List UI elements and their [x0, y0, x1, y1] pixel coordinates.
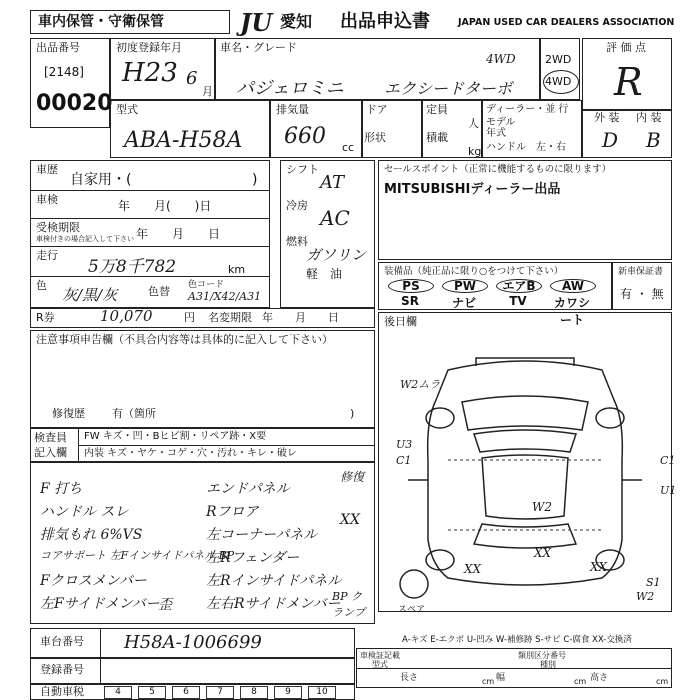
equipment-item: エアB	[496, 279, 542, 293]
drive-circle	[543, 70, 579, 94]
mileage-unit: km	[228, 263, 246, 276]
diag-u1: U1	[660, 484, 677, 497]
wheel-rl	[426, 550, 454, 570]
chassis-value: H58A-1006699	[124, 632, 262, 653]
displacement-label: 排気量	[276, 103, 309, 116]
receive-value: 年 月 日	[136, 227, 221, 241]
inspector-note: 左Rインサイドパネル	[206, 573, 342, 589]
car-grade: エクシードターボ	[384, 79, 513, 98]
load-label: 積載	[426, 131, 448, 144]
handle-value: 左・右	[536, 142, 566, 153]
history-value: 自家用・(	[70, 172, 132, 188]
equipment-label: 装備品（純正品に限り○をつけて下さい）	[384, 266, 564, 277]
sales-value: MITSUBISHIディーラー出品	[384, 182, 561, 197]
aftercare-label: 後日欄	[384, 315, 417, 328]
diag-c1-left: C1	[396, 454, 412, 467]
inspector-label-2: 記入欄	[34, 446, 67, 459]
kg-unit: kg	[468, 145, 482, 158]
interior-grade: B	[646, 128, 661, 152]
mileage-value: 5万8千782	[88, 257, 177, 277]
equipment-item: TV	[509, 294, 527, 308]
name-label: 車名・グレード	[220, 41, 297, 54]
exterior-grade: D	[602, 128, 619, 152]
inspector-note: コアサポート 左Fインサイドパネル BP	[40, 549, 235, 562]
capacity-label: 定員	[426, 103, 448, 116]
exterior-label: 外 装	[594, 111, 620, 124]
car-hood	[462, 396, 588, 430]
rating-value: R	[614, 60, 643, 104]
model-value: ABA-H58A	[124, 128, 243, 153]
tax-month-box: 5	[138, 686, 166, 699]
lot-label: 出品番号	[36, 41, 80, 54]
mileage-label: 走行	[36, 249, 58, 262]
first-reg-year: H23	[122, 58, 178, 88]
dealer-label: ディーラー・並 行	[486, 104, 569, 115]
aircon-label: 冷房	[286, 199, 308, 212]
mark-repair: 修復	[340, 470, 365, 484]
spare-tire	[400, 570, 428, 598]
inspector-note: Fクロスメンバー	[40, 573, 147, 589]
chassis-label: 車台番号	[40, 635, 84, 648]
car-body-outline	[428, 361, 623, 585]
diag-xx-right: XX	[590, 560, 608, 574]
shape-label: 形状	[364, 131, 386, 144]
color-change-label: 色替	[148, 285, 170, 298]
equipment-item: ナビ	[451, 296, 476, 310]
repair-label: 修復歴	[52, 407, 85, 420]
spare-label: スペア	[398, 605, 426, 615]
inspector-note: 左Rフェンダー	[206, 550, 300, 566]
model-label: 型式	[116, 103, 138, 116]
history-close: )	[252, 172, 258, 188]
mark-xx: XX	[340, 512, 360, 528]
fuel-alt: 軽 油	[306, 267, 343, 281]
lot-number: 00020	[36, 91, 113, 116]
diag-w2-right: W2	[636, 590, 655, 603]
tax-month-box: 7	[206, 686, 234, 699]
category-label: 類別区分番号	[518, 651, 566, 660]
diag-u3: U3	[396, 438, 413, 451]
diag-c1-right: C1	[660, 454, 676, 467]
inspector-note: エンドパネル	[206, 481, 290, 497]
name-change-value: 年 月 日	[262, 311, 339, 324]
receive-sub: 車検付きの場合記入して下さい	[36, 235, 134, 243]
logo-area: 愛知	[280, 12, 313, 31]
shift-label: シフト	[286, 163, 319, 176]
inspection-label: 車検	[36, 193, 58, 206]
repair-value: 有（箇所	[112, 407, 156, 420]
cc-unit: cc	[342, 141, 355, 154]
inspector-note: 左右Rサイドメンバー	[206, 596, 341, 612]
inspector-note: F 打ち	[40, 481, 83, 497]
door-label: ドア	[366, 103, 388, 116]
damage-legend: A-キズ E-エクボ U-凹み W-補修跡 S-サビ C-腐食 XX-交換済	[402, 635, 632, 645]
diag-w2-center: W2	[532, 500, 552, 514]
reg-label: 登録番号	[40, 663, 84, 676]
mark-hen: 歪	[158, 597, 172, 613]
interior-label: 内 装	[636, 111, 662, 124]
first-reg-label: 初度登録年月	[116, 41, 182, 54]
inspector-exterior: FW キズ・凹・Bヒビ割・リペア跡・X要	[84, 431, 267, 442]
tax-month-box: 6	[172, 686, 200, 699]
storage-badge-text: 車内保管・守衛保管	[38, 14, 164, 30]
equipment-item: SR	[401, 294, 419, 308]
inspector-note: 左Fサイドメンバー	[40, 596, 160, 612]
association-name: JAPAN USED CAR DEALERS ASSOCIATION	[458, 17, 675, 28]
displacement-value: 660	[284, 124, 326, 149]
car-roof	[482, 455, 568, 519]
tax-month-box: 10	[308, 686, 336, 699]
color-label: 色	[36, 279, 47, 292]
repair-close: )	[350, 407, 355, 420]
aircon-value: AC	[320, 206, 350, 230]
model-year-sub: 年式	[486, 128, 506, 139]
mark-bp: BP クランプ	[332, 590, 365, 619]
recycle-label: R券	[36, 311, 55, 324]
height-label: 高さ	[590, 673, 609, 683]
shift-value: AT	[320, 172, 345, 193]
notes-label: 注意事項申告欄（不具合内容等は具体的に記入して下さい）	[36, 333, 333, 346]
diag-xx-left: XX	[464, 562, 482, 576]
drive-4wd: 4WD	[545, 75, 572, 88]
capacity-unit: 人	[468, 117, 479, 130]
inspector-note: 排気もれ 6%VS	[40, 527, 143, 543]
equipment-item: PS	[388, 279, 434, 293]
meter-label: 車検証記載	[360, 651, 400, 660]
first-reg-month: 6	[186, 68, 198, 89]
warranty-value: 有 ・ 無	[620, 287, 664, 301]
tax-month-box: 9	[274, 686, 302, 699]
inspector-note: Rフロア	[206, 504, 259, 520]
category-sub: 種別	[540, 660, 556, 669]
equipment-item: カワシート	[553, 296, 590, 327]
history-label: 車歴	[36, 163, 58, 176]
tax-label: 自動車税	[40, 685, 84, 698]
width-unit: cm	[574, 677, 587, 686]
model-year-label: モデル	[486, 117, 516, 128]
inspector-note: 左コーナーパネル	[206, 527, 318, 543]
car-diagram	[378, 330, 672, 612]
equipment-item: AW	[550, 279, 596, 293]
height-unit: cm	[656, 677, 669, 686]
car-windshield	[474, 430, 576, 452]
tax-month-box: 4	[104, 686, 132, 699]
recycle-value: 10,070	[100, 307, 153, 325]
tax-month-box: 8	[240, 686, 268, 699]
sales-label: セールスポイント（正常に機能するものに限ります）	[384, 164, 612, 175]
car-rear-window	[474, 524, 576, 548]
width-label: 幅	[496, 673, 506, 683]
meter-sub: 型式	[372, 660, 388, 669]
diag-w2mura: W2ムラ	[400, 378, 441, 391]
inspection-value: 年 月( )日	[118, 199, 212, 213]
inspector-interior: 内装 キズ・ヤケ・コゲ・穴・汚れ・キレ・破レ	[84, 448, 297, 459]
ju-logo: JU	[240, 8, 273, 37]
color-value: 灰/黒/灰	[62, 286, 118, 304]
equipment-item: PW	[442, 279, 488, 293]
receive-label: 受検期限	[36, 221, 80, 234]
inspector-label: 検査員	[34, 431, 67, 444]
month-unit: 月	[202, 85, 213, 98]
diag-s1: S1	[646, 576, 661, 589]
warranty-label: 新車保証書	[618, 267, 664, 277]
form-title: 出品申込書	[340, 11, 430, 32]
handle-label: ハンドル	[486, 142, 526, 153]
lot-sub: [2148]	[44, 65, 84, 79]
car-name: パジェロミニ	[236, 78, 344, 99]
drive-handwritten: 4WD	[486, 52, 516, 66]
yen-unit: 円	[184, 311, 195, 324]
length-unit: cm	[482, 677, 495, 686]
fuel-value: ガソリン	[306, 246, 367, 264]
length-label: 長さ	[400, 673, 419, 683]
color-code-label: 色コード	[188, 280, 225, 290]
drive-2wd: 2WD	[545, 53, 572, 66]
rating-label: 評 価 点	[606, 41, 646, 54]
diag-xx-center: XX	[534, 546, 552, 560]
inspector-note: ハンドル スレ	[40, 504, 129, 520]
name-change-label: 名変期限	[208, 311, 252, 324]
color-code: A31/X42/A31	[188, 290, 262, 303]
fuel-label: 燃料	[286, 235, 308, 248]
